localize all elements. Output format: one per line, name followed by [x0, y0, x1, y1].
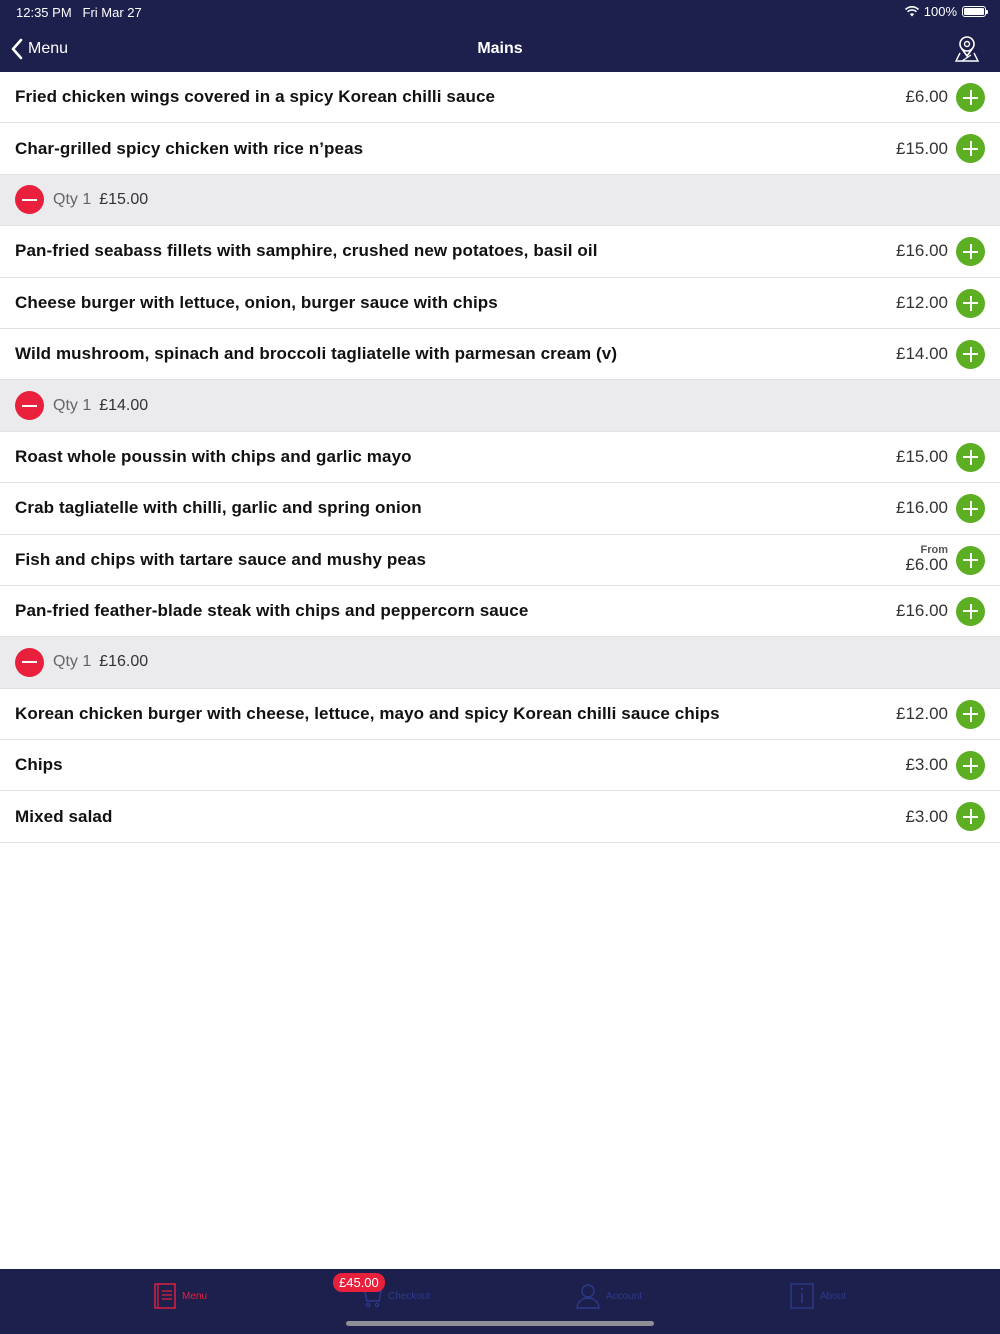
status-date: Fri Mar 27 [82, 5, 142, 20]
quantity-label: Qty 1 [53, 653, 92, 671]
item-name: Fish and chips with tartare sauce and mushy peas [15, 549, 427, 569]
home-indicator[interactable] [346, 1321, 654, 1326]
account-icon [576, 1283, 600, 1309]
add-button[interactable] [956, 494, 985, 523]
top-bar [0, 0, 1000, 72]
tab-checkout-label: Checkout [388, 1290, 431, 1302]
quantity-price: £15.00 [99, 190, 149, 208]
cart-quantity-row [0, 175, 1000, 226]
item-price: £12.00 [896, 292, 948, 312]
remove-button[interactable] [15, 185, 44, 214]
info-icon [790, 1283, 814, 1309]
menu-item[interactable] [0, 123, 1000, 174]
item-name: Char-grilled spicy chicken with rice n’peas [15, 138, 364, 158]
quantity-price: £14.00 [99, 396, 149, 414]
add-button[interactable] [956, 289, 985, 318]
status-indicators [905, 4, 986, 19]
add-button[interactable] [956, 340, 985, 369]
add-button[interactable] [956, 134, 985, 163]
add-button[interactable] [956, 700, 985, 729]
back-label: Menu [28, 40, 69, 57]
menu-item[interactable] [0, 689, 1000, 740]
item-price: £3.00 [905, 755, 948, 775]
menu-item[interactable] [0, 432, 1000, 483]
add-button[interactable] [956, 443, 985, 472]
item-price: £3.00 [905, 806, 948, 826]
battery-icon [962, 6, 986, 17]
item-price: £16.00 [896, 241, 948, 261]
status-time [16, 5, 142, 20]
remove-button[interactable] [15, 391, 44, 420]
quantity-label: Qty 1 [53, 396, 92, 414]
battery-percent: 100% [923, 4, 957, 19]
menu-item[interactable] [0, 329, 1000, 380]
item-name: Mixed salad [15, 806, 113, 826]
tab-menu[interactable] [154, 1281, 207, 1311]
tab-account[interactable] [576, 1281, 642, 1311]
item-price: £15.00 [896, 446, 948, 466]
quantity-price: £16.00 [99, 653, 149, 671]
wifi-icon [905, 6, 919, 17]
item-name: Pan-fried seabass fillets with samphire, crushed new potatoes, basil oil [15, 241, 598, 261]
item-name: Wild mushroom, spinach and broccoli tagliatelle with parmesan cream (v) [15, 344, 618, 364]
item-price: £15.00 [896, 138, 948, 158]
tab-about-label: About [820, 1290, 847, 1302]
add-button[interactable] [956, 802, 985, 831]
menu-item[interactable] [0, 791, 1000, 842]
tab-account-label: Account [606, 1290, 643, 1302]
item-name: Pan-fried feather-blade steak with chips and peppercorn sauce [15, 601, 529, 621]
menu-item[interactable] [0, 483, 1000, 534]
add-button[interactable] [956, 237, 985, 266]
tab-about[interactable] [790, 1281, 846, 1311]
item-name: Korean chicken burger with cheese, lettuce, mayo and spicy Korean chilli sauce chips [15, 703, 720, 723]
tab-menu-label: Menu [182, 1290, 208, 1302]
item-name: Crab tagliatelle with chilli, garlic and spring onion [15, 498, 422, 518]
cart-quantity-row [0, 637, 1000, 688]
item-price: £6.00 [905, 87, 948, 107]
price-from-label: From [920, 543, 948, 556]
menu-item[interactable] [0, 586, 1000, 637]
item-name: Chips [15, 755, 63, 775]
add-button[interactable] [956, 546, 985, 575]
add-button[interactable] [956, 83, 985, 112]
item-price: £6.00 [905, 554, 948, 574]
item-price: £12.00 [896, 703, 948, 723]
map-pin-icon[interactable] [954, 35, 980, 63]
item-price: £14.00 [896, 344, 948, 364]
menu-item[interactable] [0, 740, 1000, 791]
page-title: Mains [477, 40, 523, 57]
quantity-label: Qty 1 [53, 190, 92, 208]
status-clock: 12:35 PM [16, 5, 72, 20]
item-name: Fried chicken wings covered in a spicy Korean chilli sauce [15, 87, 496, 107]
item-price: £16.00 [896, 601, 948, 621]
item-price: £16.00 [896, 498, 948, 518]
menu-list [0, 72, 1000, 843]
menu-item[interactable] [0, 278, 1000, 329]
menu-item[interactable] [0, 226, 1000, 277]
menu-book-icon [154, 1283, 176, 1309]
cart-total-badge: £45.00 [333, 1273, 385, 1292]
item-name: Cheese burger with lettuce, onion, burger sauce with chips [15, 292, 498, 312]
menu-item[interactable] [0, 535, 1000, 586]
add-button[interactable] [956, 751, 985, 780]
menu-item[interactable] [0, 72, 1000, 123]
cart-quantity-row [0, 380, 1000, 431]
item-name: Roast whole poussin with chips and garlic mayo [15, 446, 412, 466]
remove-button[interactable] [15, 648, 44, 677]
add-button[interactable] [956, 597, 985, 626]
